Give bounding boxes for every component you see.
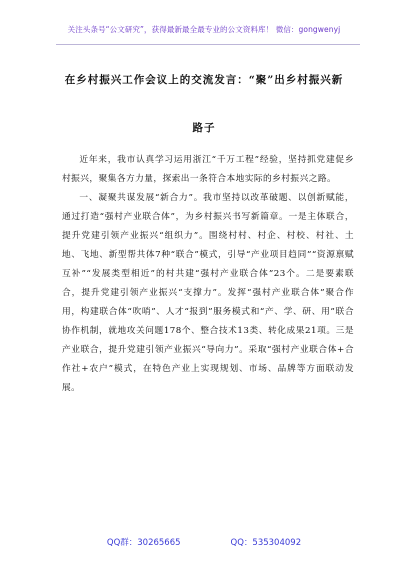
footer-contact	[0, 536, 408, 548]
document-title: 在乡村振兴工作会议上的交流发言：“聚”出乡村振兴新	[64, 74, 344, 86]
intro-paragraph: 近年来，我市认真学习运用浙江“千万工程”经验，坚持抓党建促乡村振兴，聚集各方力量，探索出一条符合本地实际的乡村振兴之路。	[62, 155, 354, 184]
document-body	[62, 151, 354, 398]
header-divider	[56, 44, 360, 45]
section-one-paragraph: 一、凝聚共谋发展“新合力”。我市坚持以改革破题、以创新赋能，通过打造“强村产业联合体”，为乡村振兴书写新篇章。一是主体联合，提升党建引领产业振兴“组织力”。围绕村村、村企、村校、村社、土地、飞地、新型帮共体7种“联合”模式，引导“产业项目趋同”“资源禀赋互补”“发展类型相近”的村共建“强村产业联合体”23个。二是要素联合，提升党建引领产业振兴“支撑力”。发挥“强村产业联合体”聚合作用，构建联合体“吹哨”、人才“报到”服务模式和“产、学、研、用”联合协作机制，就地攻关问题178个、整合技术13类、转化成果21项。三是产业联合，提升党建引领产业振兴“导向力”。采取“强村产业联合体+合作社+农户”模式，在特色产业上实现规划、市场、品牌等方面联动发展。	[62, 193, 354, 393]
header-note: 关注头条号“公文研究”，获得最新最全最专业的公文资料库！ 微信：gongwenyj	[67, 25, 341, 34]
document-title-continuation: 路子	[192, 122, 216, 134]
footer-qq: QQ：535304092	[230, 538, 302, 548]
footer-qq-group: QQ群：30265665	[106, 538, 181, 548]
